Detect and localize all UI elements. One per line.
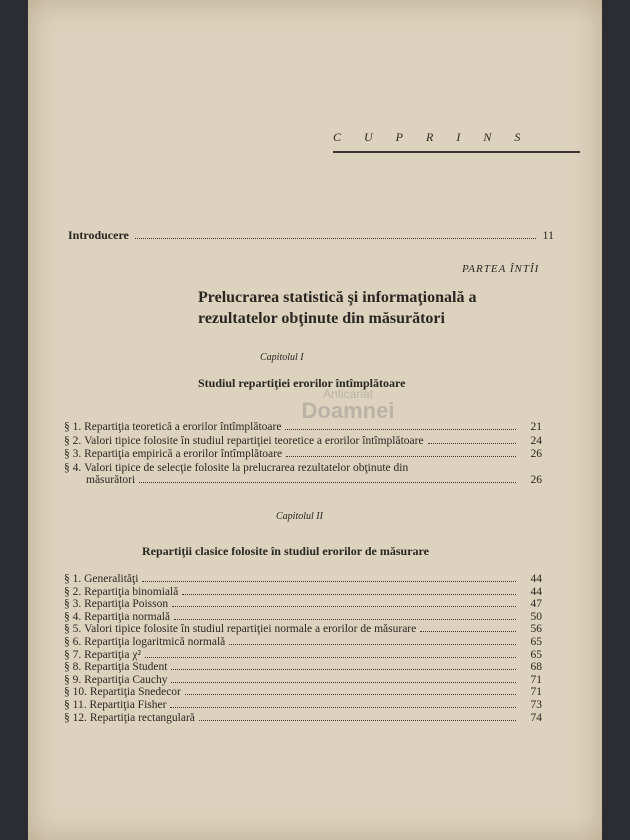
watermark-main: Doamnei <box>301 398 395 423</box>
entry-title: Repartiţia logaritmică normală <box>84 636 226 648</box>
contents-heading: CUPRINS <box>333 130 544 144</box>
entry-title: Repartiţia Poisson <box>84 598 169 611</box>
leader-dots <box>286 456 516 457</box>
leader-dots <box>182 594 516 595</box>
entry-title: Repartiţia empirică a erorilor întîmplătoare <box>84 448 283 460</box>
leader-dots <box>172 606 516 607</box>
entry-title: Repartiţia binomială <box>84 585 179 598</box>
section-number: § 1. <box>64 421 82 433</box>
leader-dots <box>185 694 516 695</box>
section-number: § 1. <box>64 573 82 585</box>
section-number: § 8. <box>64 661 82 674</box>
chapter2-title: Repartiţii clasice folosite în studiul erorilor de măsurare <box>142 544 429 558</box>
intro-page: 11 <box>542 228 554 242</box>
entry-title: Repartiţia Student <box>84 661 168 674</box>
entry-title: Repartiţia χ² <box>84 648 141 661</box>
toc-entry <box>64 461 542 475</box>
entry-page: 65 <box>530 648 542 661</box>
leader-dots <box>229 644 516 645</box>
leader-dots <box>142 581 516 582</box>
leader-dots <box>145 657 516 658</box>
part-label: PARTEA ÎNTÎI <box>462 263 540 275</box>
entry-page: 56 <box>530 623 542 636</box>
entry-title-continued: măsurători <box>86 474 136 486</box>
toc-entry <box>64 447 542 461</box>
section-number: § 3. <box>64 448 82 460</box>
section-number: § 11. <box>64 699 87 711</box>
toc-entry-continuation <box>86 474 542 486</box>
entry-page: 73 <box>530 699 542 711</box>
toc-entry <box>64 420 542 434</box>
section-number: § 4. <box>64 461 82 474</box>
leader-dots <box>171 669 516 670</box>
leader-dots <box>171 682 516 683</box>
chapter1-title: Studiul repartiţiei erorilor întîmplătoare <box>198 376 406 390</box>
section-number: § 10. <box>64 686 87 699</box>
entry-page: 44 <box>530 585 542 598</box>
entry-title: Valori tipice folosite în studiul repartiţiei normale a erorilor de măsurare <box>84 623 417 636</box>
entry-page: 21 <box>530 421 542 433</box>
section-number: § 2. <box>64 434 82 447</box>
leader-dots <box>199 720 516 721</box>
intro-label: Introducere <box>68 228 129 242</box>
entry-page: 71 <box>530 686 542 699</box>
leader-dots <box>170 707 516 708</box>
chapter1-label: Capitolul I <box>260 352 304 363</box>
entry-page: 65 <box>530 636 542 648</box>
entry-page: 71 <box>530 673 542 686</box>
entry-title: Generalităţi <box>84 573 139 585</box>
entry-title: Repartiţia Fisher <box>89 699 167 711</box>
section-number: § 5. <box>64 623 82 636</box>
entry-page: 26 <box>530 474 542 486</box>
section-number: § 7. <box>64 648 82 661</box>
entry-page: 68 <box>530 661 542 674</box>
entry-title: Repartiţia rectangulară <box>89 711 195 724</box>
book-page <box>28 0 602 840</box>
entry-page: 47 <box>530 598 542 611</box>
entry-title: Repartiţia Snedecor <box>89 686 181 699</box>
section-number: § 2. <box>64 585 82 598</box>
entry-title: Repartiţia normală <box>84 610 171 623</box>
toc-entry <box>64 711 542 725</box>
section-number: § 6. <box>64 636 82 648</box>
entry-page: 50 <box>530 610 542 623</box>
section-number: § 3. <box>64 598 82 611</box>
watermark <box>278 388 418 424</box>
entry-title: Valori tipice folosite în studiul repartiţiei teoretice a erorilor întîmplătoare <box>84 434 424 447</box>
toc-entry <box>64 434 542 448</box>
chapter2-label: Capitolul II <box>276 511 323 522</box>
heading-rule <box>333 151 580 153</box>
leader-dots <box>135 228 537 239</box>
leader-dots <box>420 631 516 632</box>
entry-title: Valori tipice de selecţie folosite la prelucrarea rezultatelor obţinute din <box>84 461 409 474</box>
part-title: Prelucrarea statistică şi informaţională a rezultatelor obţinute din măsurători <box>198 289 477 327</box>
entry-title: Repartiţia Cauchy <box>84 673 168 686</box>
section-number: § 9. <box>64 673 82 686</box>
intro-entry <box>68 228 554 243</box>
leader-dots <box>285 429 516 430</box>
entry-page: 24 <box>530 434 542 447</box>
watermark-top: Anticariat <box>322 387 374 401</box>
section-number: § 12. <box>64 711 87 724</box>
leader-dots <box>174 619 516 620</box>
entry-page: 44 <box>530 573 542 585</box>
section-number: § 4. <box>64 610 82 623</box>
entry-page: 26 <box>530 448 542 460</box>
entry-title: Repartiţia teoretică a erorilor întîmplătoare <box>84 421 282 433</box>
leader-dots <box>428 443 516 444</box>
entry-page: 74 <box>530 711 542 724</box>
leader-dots <box>139 482 516 483</box>
